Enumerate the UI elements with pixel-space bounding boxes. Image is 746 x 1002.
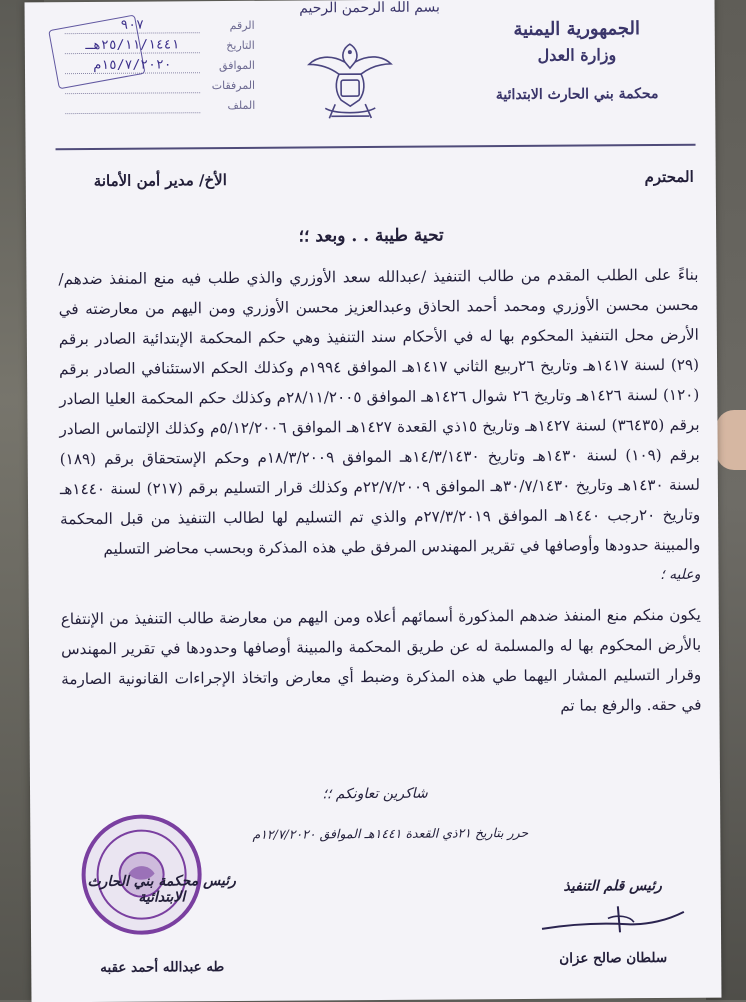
basmala: بسم الله الرحمن الرحيم bbox=[299, 0, 440, 17]
signature-right-title: رئيس قلم التنفيذ bbox=[563, 877, 662, 895]
signature-block-right bbox=[533, 878, 694, 967]
letter-body bbox=[58, 260, 701, 724]
body-and-upon: وعليه ؛ bbox=[660, 566, 701, 583]
field-file-label: الملف bbox=[227, 98, 256, 112]
body-paragraph-1: بناءً على الطلب المقدم من طالب التنفيذ /عبدالله سعد الأوزري والذي طلب فيه منع المنفذ ضدهم/ محسن محسن الأوزري ومحمد أحمد الحاذق وعبدالعزيز محسن الأوزري ومن اليهم من معارضته في الأرض محل التنفيذ المحكوم بها له في الأحكام سند التنفيذ وهي حكم المحكمة الإبتدائية الصادر برقم (٢٩) لسنة ١٤١٧هـ وتاريخ ٢٦ربيع الثاني ١٤١٧هـ الموافق ١٩٩٤م وكذلك الحكم الاستئنافي الصادر برقم (١٢٠) لسنة ١٤٢٦هـ وتاريخ ٢٦ شوال ١٤٢٦هـ الموافق ٢٨/١١/٢٠٠٥م وكذلك حكم المحكمة العليا الصادر برقم (٣٦٤٣٥) لسنة ١٤٢٧هـ وتاريخ ١٥ذي القعدة ١٤٢٧هـ الموافق ٥/١٢/٢٠٠٦م وكذلك الإلتماس الصادر برقم (١٠٩) لسنة ١٤٣٠هـ وتاريخ ١٤/٣/١٤٣٠هـ الموافق ١٨/٣/٢٠٠٩م وحكم الإستحقاق برقم (١٨٩) لسنة ١٤٣٠هـ وتاريخ ٣٠/٧/١٤٣٠هـ الموافق ٢٢/٧/٢٠٠٩م وكذلك قرار التسليم برقم (٢١٧) لسنة ١٤٤٠هـ وتاريخ ٢٠رجب ١٤٤٠هـ الموافق ٢٧/٣/٢٠١٩م والذي تم التسليم لها لطالب التنفيذ من قبل المحكمة والمبينة حدودها وأوصافها في تقرير المهندس المرفق طي هذه المذكرة وبحسب محاضر التسليم bbox=[58, 265, 701, 558]
field-date-label: التاريخ bbox=[226, 38, 255, 52]
addressee-to: الأخ/ مدير أمن الأمانة bbox=[93, 171, 227, 190]
addressee-line bbox=[94, 168, 694, 190]
field-attachments-label: المرفقات bbox=[211, 78, 256, 92]
header-divider bbox=[56, 144, 696, 150]
court-name: محكمة بني الحارث الابتدائية bbox=[495, 85, 659, 104]
field-number-label: الرقم bbox=[229, 18, 255, 32]
ministry-header bbox=[467, 18, 688, 104]
finger-edge bbox=[716, 410, 746, 470]
field-date-value: ٢٥/١١/١٤٤١هـ bbox=[65, 38, 200, 54]
eagle-emblem-icon bbox=[305, 34, 396, 127]
signature-right-name: سلطان صالح عزان bbox=[559, 949, 668, 967]
signature-left-name: طه عبدالله أحمد عقبه bbox=[100, 959, 225, 976]
addressee-respected: المحترم bbox=[644, 167, 694, 187]
signature-left-title: رئيس محكمة بني الحارث الابتدائية bbox=[87, 872, 236, 906]
field-file bbox=[65, 95, 255, 116]
country-name: الجمهورية اليمنية bbox=[513, 18, 641, 41]
field-file-value bbox=[65, 98, 200, 114]
ministry-name: وزارة العدل bbox=[537, 45, 617, 65]
closing-dated: حرر بتاريخ ٢١ذي القعدة ١٤٤١هـ الموافق ١٢/٧/٢٠٢٠م bbox=[252, 824, 529, 842]
field-number-value: ٩٠٧ bbox=[65, 18, 200, 34]
signature-block-left bbox=[67, 873, 258, 976]
closing-thanks: شاكرين تعاونكم ؛؛ bbox=[322, 785, 428, 803]
field-corresponding-value: ١٥/٧/٢٠٢٠م bbox=[65, 58, 200, 74]
field-corresponding-label: الموافق bbox=[218, 58, 256, 72]
handwritten-signature-icon bbox=[538, 898, 688, 939]
document-page bbox=[25, 0, 722, 1002]
greeting: تحية طيبة . . وبعد ؛؛ bbox=[298, 225, 444, 247]
body-paragraph-2: يكون منكم منع المنفذ ضدهم المذكورة أسمائهم أعلاه ومن اليهم من معارضة طالب التنفيذ من الإنتفاع بالأرض المحكوم بها له والمسلمة له عن طريق المحكمة والمبينة أوصافها وحدودها في تقرير المهندس وقرار التسليم المشار اليهما طي هذه المذكرة وضبط أي معارض واتخاذ الإجراءات القانونية الصارمة في حقه. والرفع بما تم bbox=[60, 605, 702, 715]
